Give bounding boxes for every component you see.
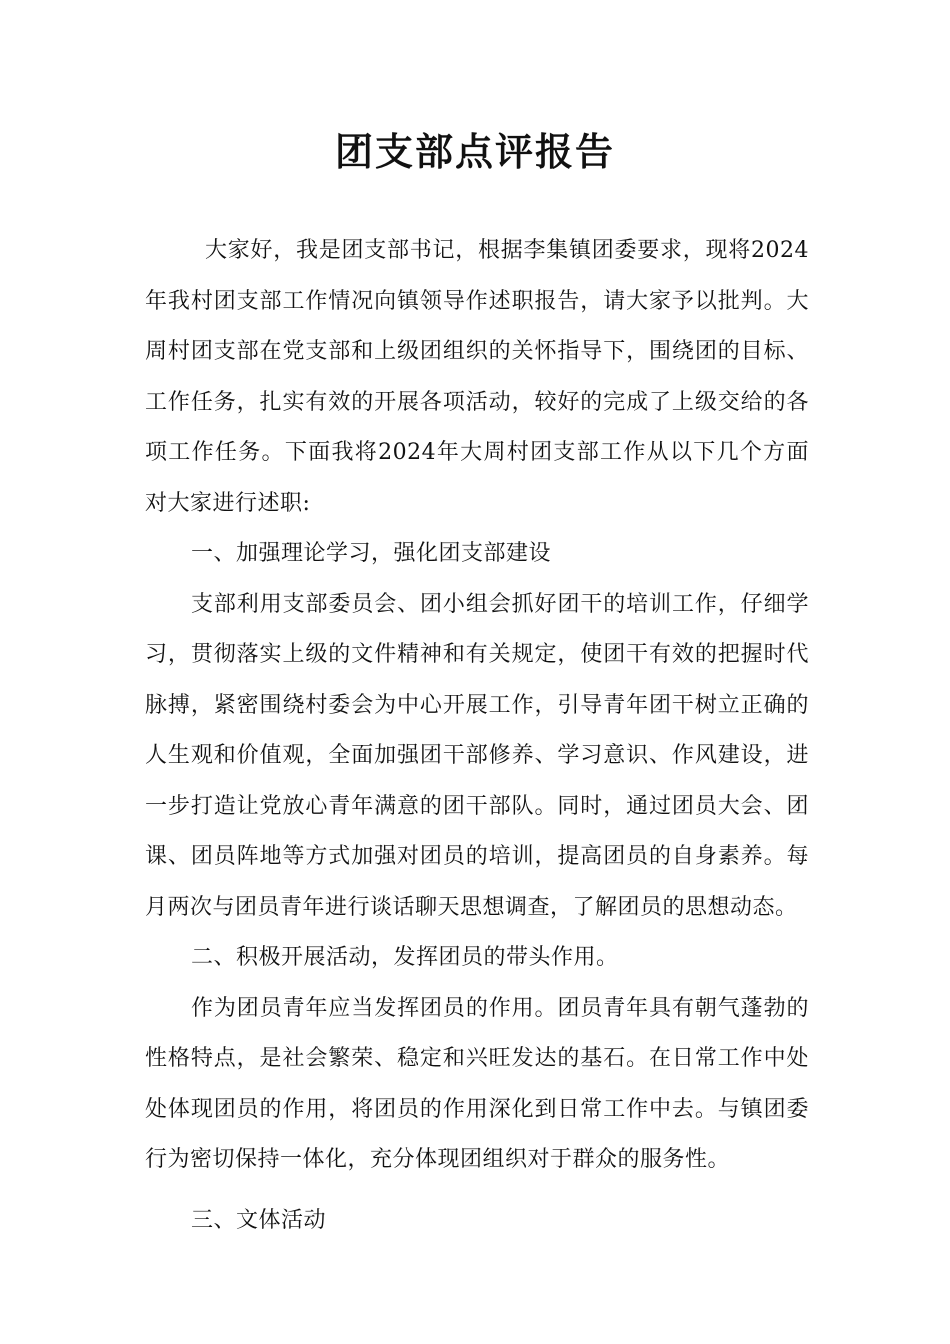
section-heading-3: 三、文体活动 <box>191 1207 327 1233</box>
page-title: 团支部点评报告 <box>334 130 615 174</box>
section-2-paragraph: 作为团员青年应当发挥团员的作用。团员青年具有朝气蓬勃的性格特点，是社会繁荣、稳定和兴旺发达的基石。在日常工作中处处体现团员的作用，将团员的作用深化到日常工作中去。与镇团委行为密切保持一体化，充分体现团组织对于群众的服务性。 <box>145 995 809 1172</box>
section-heading-2: 二、积极开展活动，发挥团员的带头作用。 <box>191 945 619 970</box>
document-body <box>145 226 809 1246</box>
intro-paragraph: 大家好，我是团支部书记，根据李集镇团委要求，现将2024年我村团支部工作情况向镇领导作述职报告，请大家予以批判。大周村团支部在党支部和上级团组织的关怀指导下，围绕团的目标、工作任务，扎实有效的开展各项活动，较好的完成了上级交给的各项工作任务。下面我将2024年大周村团支部工作从以下几个方面对大家进行述职: <box>145 238 809 516</box>
section-heading-1: 一、加强理论学习，强化团支部建设 <box>191 541 552 566</box>
section-1-paragraph: 支部利用支部委员会、团小组会抓好团干的培训工作，仔细学习，贯彻落实上级的文件精神和有关规定，使团干有效的把握时代脉搏，紧密围绕村委会为中心开展工作，引导青年团干树立正确的人生观和价值观，全面加强团干部修养、学习意识、作风建设，进一步打造让党放心青年满意的团干部队。同时，通过团员大会、团课、团员阵地等方式加强对团员的培训，提高团员的自身素养。每月两次与团员青年进行谈话聊天思想调查，了解团员的思想动态。 <box>145 591 809 920</box>
